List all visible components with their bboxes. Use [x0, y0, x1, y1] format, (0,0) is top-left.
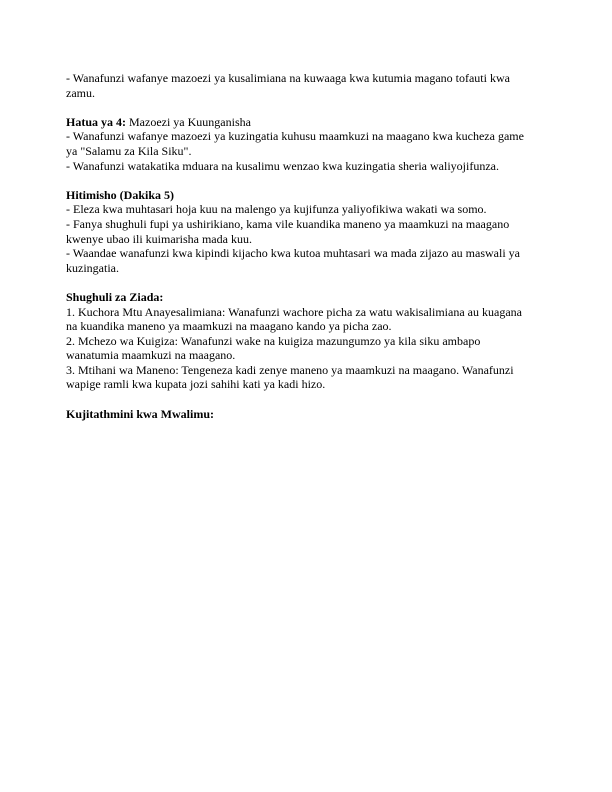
text-line: kuzingatia. [66, 260, 119, 275]
section-hatua-ya-4 [66, 115, 548, 173]
text-line: ya "Salamu za Kila Siku". [66, 143, 192, 158]
paragraph-continuation [66, 71, 548, 100]
text-line: - Waandae wanafunzi kwa kipindi kijacho kwa kutoa muhtasari wa mada zijazo au maswali ya [66, 246, 520, 261]
text-line: - Eleza kwa muhtasari hoja kuu na malengo ya kujifunza yaliyofikiwa wakati wa somo. [66, 202, 487, 217]
text-line: - Wanafunzi wafanye mazoezi ya kuzingatia kuhusu maamkuzi na maagano kwa kucheza game [66, 129, 524, 144]
heading-rest-text: Mazoezi ya Kuunganisha [126, 114, 251, 129]
text-line: - Wanafunzi wafanye mazoezi ya kusalimiana na kuwaaga kwa kutumia magano tofauti kwa [66, 71, 510, 85]
text-line: 2. Mchezo wa Kuigiza: Wanafunzi wake na kuigiza mazungumzo ya kila siku ambapo [66, 333, 481, 348]
heading-bold-text: Hitimisho (Dakika 5) [66, 187, 175, 202]
text-line: na kuandika maneno ya maamkuzi na maagano kando ya picha zao. [66, 319, 392, 334]
section-hitimisho [66, 188, 548, 276]
document-content [66, 71, 548, 421]
heading-bold-text: Hatua ya 4: [66, 114, 126, 129]
text-line: zamu. [66, 85, 95, 100]
text-line: 3. Mtihani wa Maneno: Tengeneza kadi zenye maneno ya maamkuzi na maagano. Wanafunzi [66, 362, 514, 377]
heading-bold-text: Kujitathmini kwa Mwalimu: [66, 406, 215, 421]
section-heading [66, 188, 548, 203]
heading-bold-text: Shughuli za Ziada: [66, 289, 164, 304]
text-line: wapige ramli kwa kupata jozi sahihi kati ya kadi hizo. [66, 377, 326, 392]
section-heading [66, 290, 548, 305]
text-line: kwenye ubao ili kuimarisha mada kuu. [66, 231, 252, 246]
text-line: 1. Kuchora Mtu Anayesalimiana: Wanafunzi wachore picha za watu wakisalimiana au kuagana [66, 304, 522, 319]
section-kujitathmini [66, 407, 548, 422]
text-line: wanatumia maamkuzi na maagano. [66, 348, 236, 363]
section-heading [66, 407, 548, 422]
text-line: - Fanya shughuli fupi ya ushirikiano, kama vile kuandika maneno ya maamkuzi na maagano [66, 216, 510, 231]
text-line: - Wanafunzi watakatika mduara na kusalimu wenzao kwa kuzingatia sheria waliyojifunza. [66, 158, 499, 173]
section-shughuli-za-ziada [66, 290, 548, 392]
section-heading [66, 115, 548, 130]
